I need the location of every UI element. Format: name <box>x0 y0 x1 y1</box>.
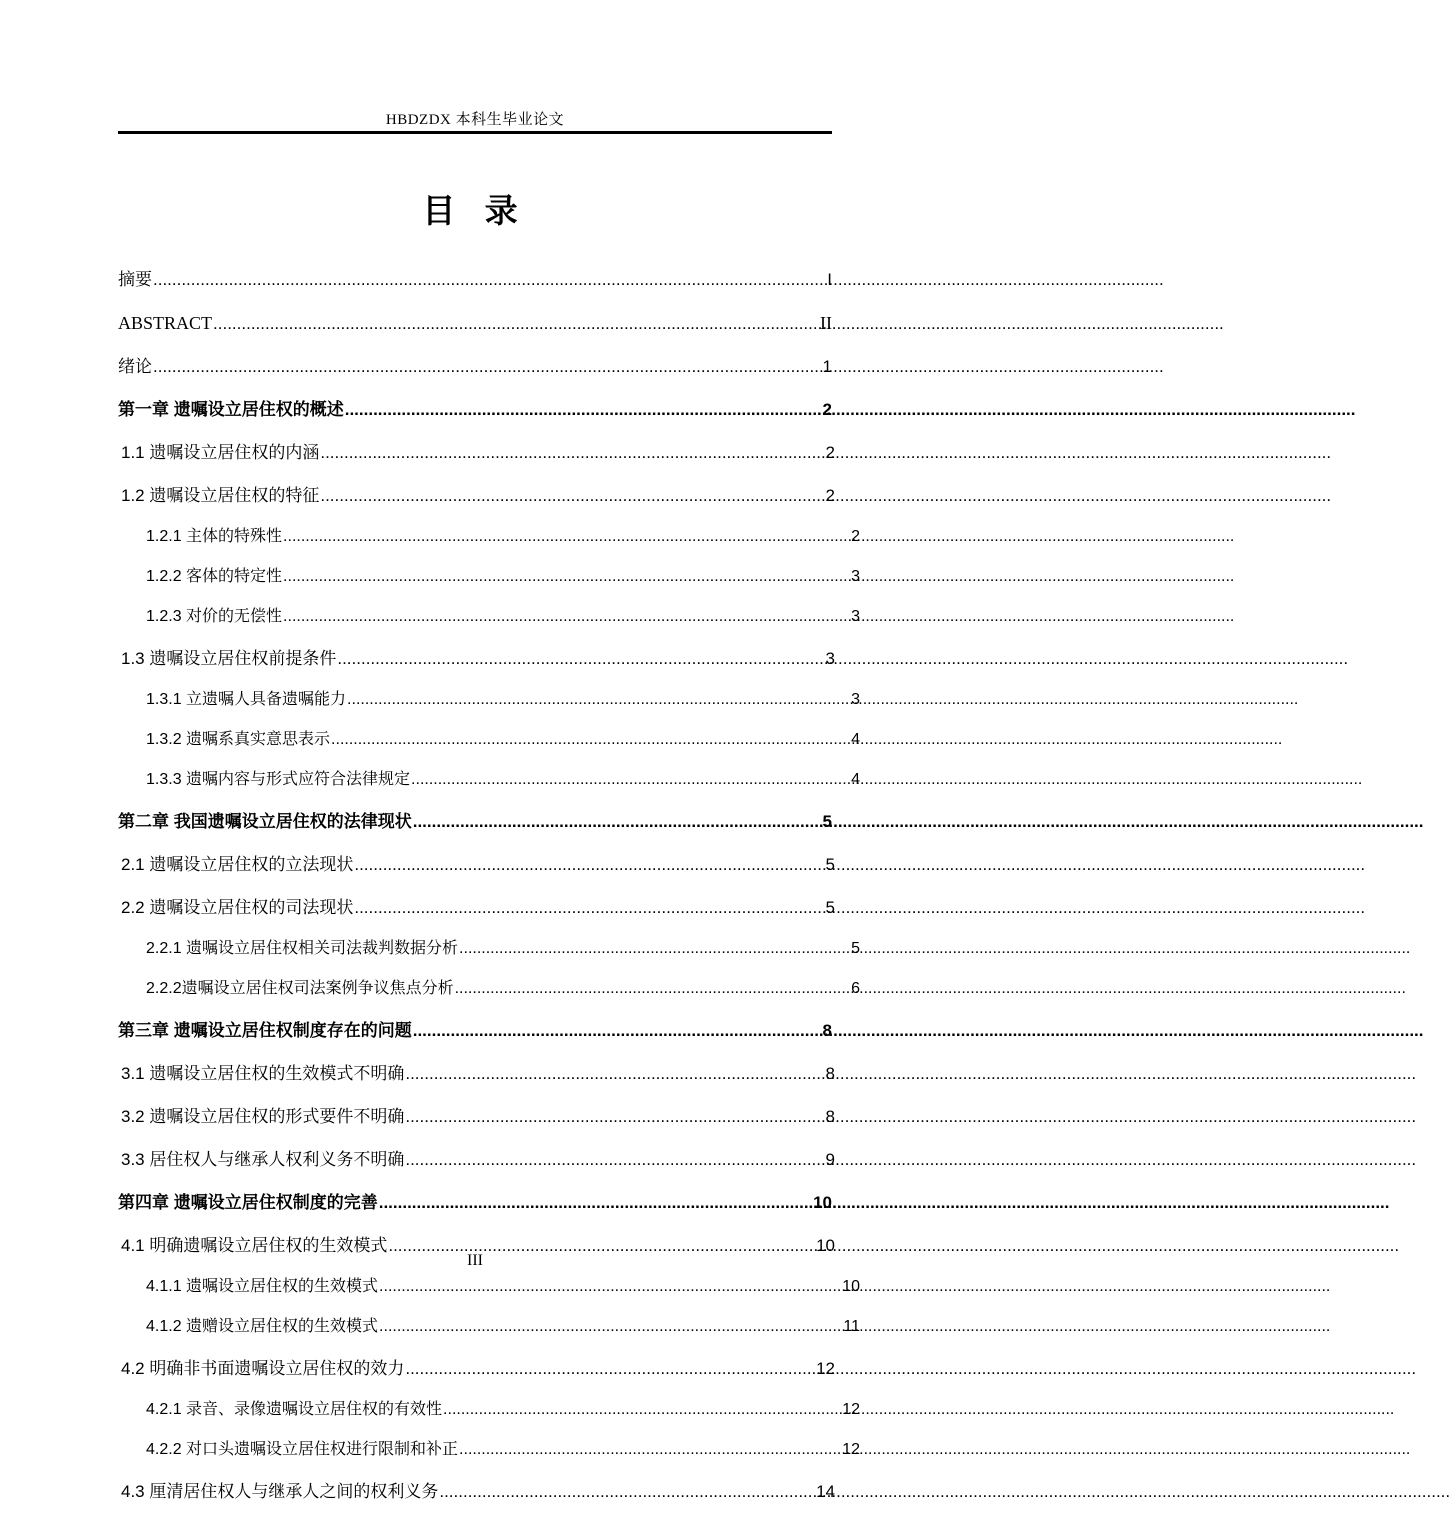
toc-entry-page: 2 <box>825 486 835 505</box>
toc-entry-label: 第一章 遗嘱设立居住权的概述 <box>118 400 344 419</box>
table-of-contents <box>118 258 860 1513</box>
toc-entry-page: 11 <box>843 1318 860 1335</box>
toc-leader-dots <box>320 487 824 504</box>
toc-entry-page: 1 <box>822 357 832 376</box>
toc-entry-label: 4.1.2 遗赠设立居住权的生效模式 <box>146 1318 379 1335</box>
toc-entry[interactable] <box>118 680 860 720</box>
toc-entry-page: 5 <box>825 855 835 874</box>
toc-entry[interactable] <box>118 345 832 388</box>
toc-entry[interactable] <box>118 517 860 557</box>
toc-entry-page: 2 <box>825 443 835 462</box>
toc-entry-page: 10 <box>816 1236 835 1255</box>
toc-entry[interactable] <box>118 1390 860 1430</box>
toc-entry[interactable] <box>118 1307 860 1347</box>
toc-leader-dots <box>439 1483 815 1500</box>
toc-leader-dots <box>455 981 851 997</box>
toc-entry-page: 2 <box>822 400 832 419</box>
toc-leader-dots <box>331 732 850 748</box>
toc-entry[interactable] <box>118 969 860 1009</box>
toc-entry[interactable] <box>118 1267 860 1307</box>
toc-entry-page: II <box>820 313 832 333</box>
toc-entry-label: 1.2 遗嘱设立居住权的特征 <box>121 486 320 505</box>
toc-entry[interactable] <box>118 886 835 929</box>
toc-entry[interactable] <box>118 1347 835 1390</box>
toc-entry-label: 2.2 遗嘱设立居住权的司法现状 <box>121 898 354 917</box>
toc-entry-label: 摘要 <box>118 270 152 289</box>
toc-entry[interactable] <box>118 637 835 680</box>
toc-leader-dots <box>379 1194 812 1211</box>
toc-entry-page: 8 <box>825 1064 835 1083</box>
page-title: 目 录 <box>422 192 528 229</box>
toc-entry[interactable] <box>118 258 832 301</box>
toc-entry-label: 1.3.3 遗嘱内容与形式应符合法律规定 <box>146 771 411 788</box>
toc-entry-label: 1.2.1 主体的特殊性 <box>146 528 283 545</box>
toc-entry[interactable] <box>118 301 832 345</box>
toc-entry-label: 第二章 我国遗嘱设立居住权的法律现状 <box>118 812 412 831</box>
toc-entry-page: 8 <box>825 1107 835 1126</box>
toc-entry-label: 2.2.2遗嘱设立居住权司法案例争议焦点分析 <box>146 980 454 997</box>
toc-entry-page: 3 <box>851 608 860 625</box>
toc-entry-page: 4 <box>851 771 860 788</box>
toc-entry-label: 第四章 遗嘱设立居住权制度的完善 <box>118 1193 378 1212</box>
toc-leader-dots <box>411 772 850 788</box>
toc-leader-dots <box>283 569 850 585</box>
toc-leader-dots <box>347 692 850 708</box>
toc-entry[interactable] <box>118 720 860 760</box>
toc-leader-dots <box>379 1319 842 1335</box>
toc-leader-dots <box>405 1108 824 1125</box>
toc-entry-page: 14 <box>816 1482 835 1501</box>
toc-entry-label: ABSTRACT <box>118 313 213 333</box>
toc-leader-dots <box>354 899 824 916</box>
toc-entry-label: 2.2.1 遗嘱设立居住权相关司法裁判数据分析 <box>146 940 459 957</box>
page-header <box>118 108 832 129</box>
toc-entry-page: 4 <box>851 731 860 748</box>
toc-entry[interactable] <box>118 557 860 597</box>
toc-entry[interactable] <box>118 388 832 431</box>
toc-entry-page: 10 <box>842 1278 860 1295</box>
toc-leader-dots <box>283 609 850 625</box>
toc-entry-label: 绪论 <box>118 357 152 376</box>
toc-leader-dots <box>459 941 850 957</box>
toc-leader-dots <box>153 271 826 288</box>
toc-entry-page: 12 <box>842 1441 860 1458</box>
toc-entry[interactable] <box>118 431 835 474</box>
toc-entry-label: 1.3.1 立遗嘱人具备遗嘱能力 <box>146 691 347 708</box>
toc-entry-label: 1.3.2 遗嘱系真实意思表示 <box>146 731 331 748</box>
toc-leader-dots <box>443 1402 841 1418</box>
toc-entry-page: 12 <box>842 1401 860 1418</box>
toc-entry-page: 5 <box>851 940 860 957</box>
toc-entry-label: 4.3 厘清居住权人与继承人之间的权利义务 <box>121 1482 439 1501</box>
toc-leader-dots <box>459 1442 841 1458</box>
toc-leader-dots <box>379 1279 841 1295</box>
toc-leader-dots <box>413 1022 822 1039</box>
toc-entry[interactable] <box>118 1095 835 1138</box>
toc-leader-dots <box>405 1151 824 1168</box>
toc-entry[interactable] <box>118 1052 835 1095</box>
toc-entry-label: 1.2.2 客体的特定性 <box>146 568 283 585</box>
toc-leader-dots <box>320 444 824 461</box>
toc-entry[interactable] <box>118 800 832 843</box>
running-title: HBDZDX 本科生毕业论文 <box>385 112 565 128</box>
toc-entry-page: 10 <box>813 1193 832 1212</box>
toc-entry-page: 3 <box>851 691 860 708</box>
toc-entry[interactable] <box>118 843 835 886</box>
toc-leader-dots <box>413 813 822 830</box>
toc-entry-page: 9 <box>825 1150 835 1169</box>
toc-leader-dots <box>153 358 822 375</box>
toc-entry-label: 2.1 遗嘱设立居住权的立法现状 <box>121 855 354 874</box>
toc-leader-dots <box>337 650 824 667</box>
header-divider <box>118 131 832 134</box>
toc-leader-dots <box>354 856 824 873</box>
toc-entry-label: 4.1 明确遗嘱设立居住权的生效模式 <box>121 1236 388 1255</box>
toc-leader-dots <box>345 401 822 418</box>
toc-entry-page: 6 <box>851 980 860 997</box>
toc-entry-label: 4.2.1 录音、录像遗嘱设立居住权的有效性 <box>146 1401 443 1418</box>
toc-entry-label: 1.1 遗嘱设立居住权的内涵 <box>121 443 320 462</box>
toc-entry-label: 1.3 遗嘱设立居住权前提条件 <box>121 649 337 668</box>
toc-entry[interactable] <box>118 1009 832 1052</box>
toc-entry-label: 第三章 遗嘱设立居住权制度存在的问题 <box>118 1021 412 1040</box>
toc-entry-label: 4.2 明确非书面遗嘱设立居住权的效力 <box>121 1359 405 1378</box>
toc-leader-dots <box>283 529 850 545</box>
page-footer <box>0 1252 950 1270</box>
toc-entry-label: 3.3 居住权人与继承人权利义务不明确 <box>121 1150 405 1169</box>
toc-entry-page: 8 <box>822 1021 832 1040</box>
toc-entry-page: 5 <box>825 898 835 917</box>
toc-entry-label: 3.1 遗嘱设立居住权的生效模式不明确 <box>121 1064 405 1083</box>
toc-entry-label: 4.2.2 对口头遗嘱设立居住权进行限制和补正 <box>146 1441 459 1458</box>
toc-entry[interactable] <box>118 1181 832 1224</box>
toc-entry[interactable] <box>118 760 860 800</box>
toc-entry[interactable] <box>118 597 860 637</box>
toc-leader-dots <box>405 1360 815 1377</box>
toc-entry[interactable] <box>118 474 835 517</box>
toc-entry-page: 2 <box>851 528 860 545</box>
toc-entry-page: 12 <box>816 1359 835 1378</box>
toc-entry-page: I <box>827 270 832 289</box>
toc-entry[interactable] <box>118 929 860 969</box>
toc-entry-page: 3 <box>851 568 860 585</box>
toc-entry[interactable] <box>118 1138 835 1181</box>
toc-entry[interactable] <box>118 1470 835 1513</box>
toc-entry-page: 3 <box>825 649 835 668</box>
toc-leader-dots <box>405 1065 824 1082</box>
toc-entry-page: 5 <box>822 812 832 831</box>
toc-leader-dots <box>213 315 819 332</box>
footer-page-number: III <box>467 1252 483 1269</box>
toc-entry[interactable] <box>118 1430 860 1470</box>
toc-entry-label: 3.2 遗嘱设立居住权的形式要件不明确 <box>121 1107 405 1126</box>
toc-entry-label: 1.2.3 对价的无偿性 <box>146 608 283 625</box>
toc-entry-label: 4.1.1 遗嘱设立居住权的生效模式 <box>146 1278 379 1295</box>
